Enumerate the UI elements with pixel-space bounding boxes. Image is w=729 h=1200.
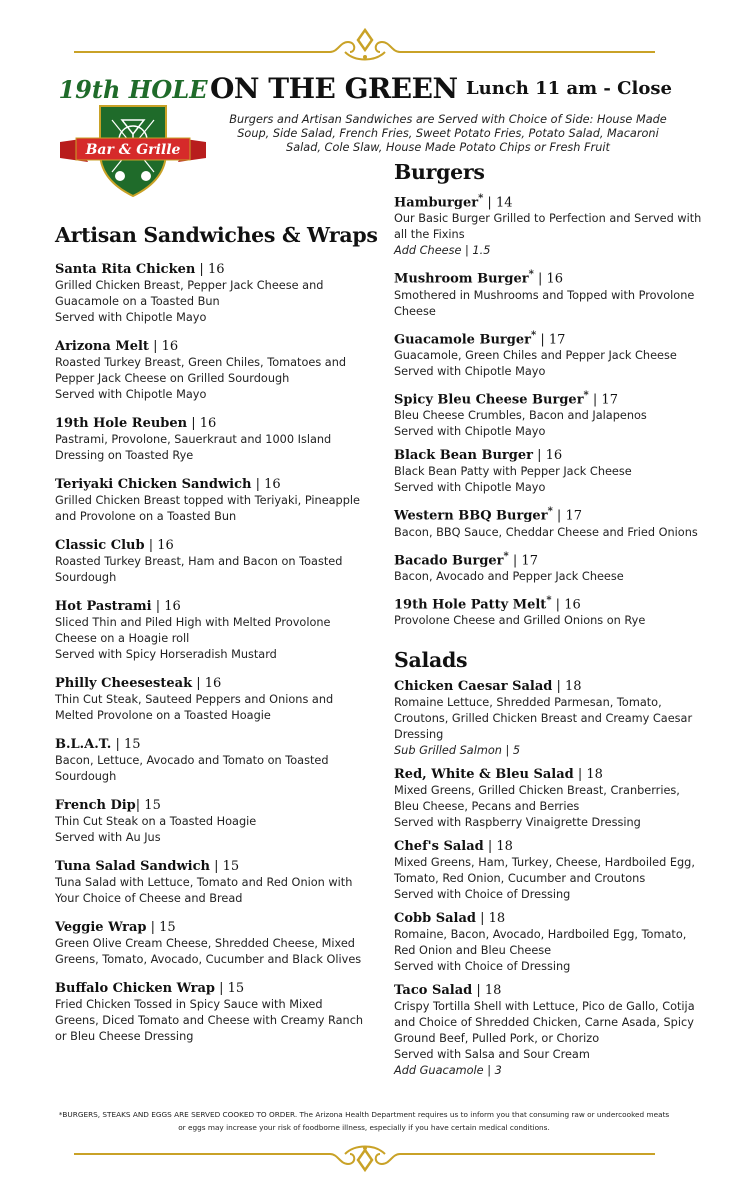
- item-served-with: Served with Chipotle Mayo: [394, 481, 546, 495]
- item-served-with: Served with Chipotle Mayo: [394, 425, 546, 439]
- item-served-with: Served with Choice of Dressing: [394, 888, 571, 902]
- item-price: | 16: [148, 339, 179, 354]
- item-description: Bacon, Avocado and Pepper Jack Cheese: [394, 569, 624, 583]
- menu-item: [394, 266, 704, 319]
- menu-item: [394, 327, 704, 380]
- item-served-with: Served with Chipotle Mayo: [55, 311, 207, 324]
- item-title: Classic Club: [55, 538, 145, 553]
- item-description: Sliced Thin and Piled High with Melted Provolone Cheese on a Hoagie roll: [55, 616, 331, 645]
- item-price: | 16: [151, 599, 181, 614]
- item-name: [394, 766, 704, 783]
- item-price: | 15: [111, 737, 141, 752]
- item-title: Buffalo Chicken Wrap: [55, 981, 215, 996]
- item-name: [394, 910, 704, 927]
- item-description: Mixed Greens, Ham, Turkey, Cheese, Hardboiled Egg, Tomato, Red Onion, Cucumber and Croutons: [394, 856, 695, 886]
- item-description: Romaine, Bacon, Avocado, Hardboiled Egg, Tomato, Red Onion and Bleu Cheese: [394, 928, 687, 958]
- item-name: [394, 548, 704, 569]
- item-title: Spicy Bleu Cheese Burger: [394, 392, 584, 408]
- menu-item: [394, 982, 704, 1079]
- item-title: Santa Rita Chicken: [55, 262, 196, 277]
- item-description: Romaine Lettuce, Shredded Parmesan, Tomato, Croutons, Grilled Chicken Breast and Creamy Caesar Dressing: [394, 696, 693, 742]
- item-name: [394, 387, 704, 408]
- item-served-with: Served with Salsa and Sour Cream: [394, 1048, 590, 1062]
- item-description: Bleu Cheese Crumbles, Bacon and Jalapenos: [394, 409, 647, 423]
- item-price: | 18: [472, 983, 502, 999]
- item-price: | 16: [551, 597, 581, 613]
- bottom-ornament-icon: [0, 1138, 729, 1178]
- item-description: Crispy Tortilla Shell with Lettuce, Pico de Gallo, Cotija and Choice of Shredded Chicken, Carne Asada, Spicy Ground Beef, Pulled Pork, or Chorizo: [394, 1000, 695, 1046]
- item-addon: Add Guacamole | 3: [394, 1064, 502, 1078]
- item-served-with: Served with Spicy Horseradish Mustard: [55, 648, 277, 661]
- item-title: Philly Cheesesteak: [55, 676, 193, 691]
- menu-item: [55, 675, 367, 724]
- item-price: | 17: [536, 331, 566, 347]
- item-title: B.L.A.T.: [55, 737, 112, 752]
- cooked-to-order-star: *: [478, 193, 484, 204]
- item-price: | 18: [476, 911, 506, 927]
- menu-item: [394, 503, 704, 540]
- item-served-with: Served with Au Jus: [55, 831, 161, 844]
- item-title: Black Bean Burger: [394, 448, 533, 464]
- hours-label: Lunch 11 am - Close: [466, 78, 672, 99]
- item-name: [55, 858, 367, 875]
- item-title: Red, White & Bleu Salad: [394, 767, 574, 783]
- cooked-to-order-star: *: [530, 329, 537, 341]
- item-title: Veggie Wrap: [55, 920, 147, 935]
- menu-item: [394, 838, 704, 903]
- item-description: Roasted Turkey Breast, Ham and Bacon on Toasted Sourdough: [55, 555, 343, 584]
- item-title: Arizona Melt: [55, 339, 149, 354]
- menu-item: [55, 476, 367, 525]
- item-name: [55, 598, 367, 615]
- item-title: 19th Hole Reuben: [55, 416, 188, 431]
- section-title-salads: Salads: [394, 648, 468, 673]
- item-price: | 15: [135, 798, 161, 813]
- sandwiches-section: [55, 223, 378, 1057]
- item-title: Cobb Salad: [394, 911, 476, 927]
- item-served-with: Served with Chipotle Mayo: [55, 388, 207, 401]
- item-name: [55, 736, 367, 753]
- menu-item: [55, 598, 367, 663]
- item-price: | 16: [251, 477, 281, 492]
- item-name: [55, 338, 367, 355]
- item-price: | 15: [214, 981, 245, 996]
- item-served-with: Served with Choice of Dressing: [394, 960, 571, 974]
- item-name: [55, 797, 367, 814]
- item-price: | 18: [573, 767, 603, 783]
- item-title: Chef's Salad: [394, 839, 484, 855]
- item-price: | 14: [483, 195, 513, 211]
- item-name: [394, 982, 704, 999]
- item-name: [55, 980, 367, 997]
- item-title: Taco Salad: [394, 983, 473, 999]
- item-description: Bacon, BBQ Sauce, Cheddar Cheese and Fried Onions: [394, 525, 698, 539]
- item-price: | 16: [187, 416, 217, 431]
- item-title: Hamburger: [394, 195, 479, 211]
- item-description: Thin Cut Steak on a Toasted Hoagie: [55, 815, 257, 828]
- menu-item: [55, 338, 367, 403]
- menu-item: [394, 910, 704, 975]
- cooked-to-order-star: *: [528, 269, 534, 281]
- cooked-to-order-star: *: [546, 594, 552, 606]
- item-title: Hot Pastrami: [55, 599, 152, 614]
- salad-list: [394, 678, 704, 1079]
- item-price: | 17: [508, 552, 538, 568]
- item-name: [394, 503, 704, 524]
- item-name: [55, 537, 367, 554]
- cooked-to-order-star: *: [503, 550, 509, 562]
- cooked-to-order-star: *: [547, 506, 553, 518]
- item-name: [394, 838, 704, 855]
- item-name: [55, 675, 367, 692]
- menu-item: [55, 797, 367, 846]
- menu-item: [394, 592, 704, 629]
- burgers-salads-column: [394, 160, 704, 1086]
- item-description: Roasted Turkey Breast, Green Chiles, Tomatoes and Pepper Jack Cheese on Grilled Sourdough: [55, 356, 347, 385]
- menu-item: [55, 537, 367, 586]
- item-description: Tuna Salad with Lettuce, Tomato and Red Onion with Your Choice of Cheese and Bread: [55, 876, 353, 905]
- item-title: Western BBQ Burger: [394, 508, 548, 524]
- top-ornament-icon: [0, 22, 729, 62]
- menu-item: [55, 415, 367, 464]
- menu-item: [394, 190, 704, 259]
- item-name: [55, 415, 367, 432]
- item-name: [394, 592, 704, 613]
- item-price: | 16: [533, 271, 564, 287]
- restaurant-logo: [58, 72, 208, 198]
- item-price: | 17: [552, 508, 582, 524]
- menu-item: [394, 447, 704, 496]
- item-title: Chicken Caesar Salad: [394, 679, 553, 695]
- item-price: | 18: [552, 679, 582, 695]
- item-title: French Dip: [55, 798, 136, 813]
- item-description: Our Basic Burger Grilled to Perfection and Served with all the Fixins: [394, 212, 702, 242]
- item-description: Pastrami, Provolone, Sauerkraut and 1000 Island Dressing on Toasted Rye: [55, 433, 332, 462]
- menu-item: [55, 261, 367, 326]
- item-name: [55, 919, 367, 936]
- item-served-with: Served with Raspberry Vinaigrette Dressing: [394, 816, 641, 830]
- menu-item: [55, 980, 367, 1045]
- item-description: Grilled Chicken Breast topped with Teriyaki, Pineapple and Provolone on a Toasted Bun: [55, 494, 360, 523]
- item-price: | 15: [146, 920, 176, 935]
- item-addon: Sub Grilled Salmon | 5: [394, 744, 521, 758]
- burger-list: [394, 190, 704, 629]
- item-description: Smothered in Mushrooms and Topped with Provolone Cheese: [394, 288, 695, 318]
- item-description: Thin Cut Steak, Sauteed Peppers and Onions and Melted Provolone on a Toasted Hoagie: [55, 693, 334, 722]
- item-name: [394, 266, 704, 287]
- item-title: Bacado Burger: [394, 552, 504, 568]
- item-name: [55, 476, 367, 493]
- item-title: Teriyaki Chicken Sandwich: [55, 477, 252, 492]
- item-title: Mushroom Burger: [394, 271, 529, 287]
- item-title: 19th Hole Patty Melt: [394, 597, 547, 613]
- svg-text:Bar & Grille: Bar & Grille: [85, 142, 181, 158]
- section-title-burgers: Burgers: [394, 160, 485, 184]
- item-description: Black Bean Patty with Pepper Jack Cheese: [394, 465, 632, 479]
- item-price: | 15: [209, 859, 240, 874]
- item-description: Grilled Chicken Breast, Pepper Jack Cheese and Guacamole on a Toasted Bun: [55, 279, 324, 308]
- item-description: Fried Chicken Tossed in Spicy Sauce with Mixed Greens, Diced Tomato and Cheese with Creamy Ranch or Bleu Cheese Dressing: [55, 998, 364, 1043]
- item-description: Bacon, Lettuce, Avocado and Tomato on Toasted Sourdough: [55, 754, 329, 783]
- item-name: [394, 447, 704, 464]
- item-price: | 16: [144, 538, 174, 553]
- svg-text:19th HOLE: 19th HOLE: [58, 75, 208, 104]
- cooked-to-order-star: *: [583, 389, 589, 401]
- item-addon: Add Cheese | 1.5: [394, 244, 491, 258]
- item-price: | 16: [532, 448, 563, 464]
- section-title-sandwiches: Artisan Sandwiches & Wraps: [55, 223, 378, 247]
- menu-item: [394, 548, 704, 585]
- menu-item: [55, 736, 367, 785]
- item-price: | 16: [195, 262, 225, 277]
- item-name: [394, 678, 704, 695]
- item-served-with: Served with Chipotle Mayo: [394, 364, 546, 378]
- item-description: Green Olive Cream Cheese, Shredded Cheese, Mixed Greens, Tomato, Avocado, Cucumber and Black Olives: [55, 937, 362, 966]
- page-title: ON THE GREEN: [210, 72, 458, 105]
- health-disclaimer: *BURGERS, STEAKS AND EGGS ARE SERVED COOKED TO ORDER. The Arizona Health Department requires us to inform you that consuming raw or undercooked meats or eggs may increase your risk of foodborne illness, especially if you have certain medical conditions.: [58, 1110, 670, 1132]
- sandwich-list: [55, 261, 367, 1045]
- item-description: Mixed Greens, Grilled Chicken Breast, Cranberries, Bleu Cheese, Pecans and Berries: [394, 784, 680, 814]
- menu-item: [394, 766, 704, 831]
- item-name: [394, 190, 704, 211]
- item-title: Tuna Salad Sandwich: [55, 859, 210, 874]
- menu-item: [394, 678, 704, 759]
- item-name: [55, 261, 367, 278]
- item-price: | 17: [588, 392, 618, 408]
- item-description: Guacamole, Green Chiles and Pepper Jack Cheese: [394, 348, 677, 362]
- menu-item: [55, 919, 367, 968]
- item-description: Provolone Cheese and Grilled Onions on Rye: [394, 614, 646, 628]
- item-title: Guacamole Burger: [394, 331, 531, 347]
- menu-item: [55, 858, 367, 907]
- item-price: | 16: [192, 676, 222, 691]
- intro-note: Burgers and Artisan Sandwiches are Served with Choice of Side: House Made Soup, Side Salad, French Fries, Sweet Potato Fries, Potato Salad, Macaroni Salad, Cole Slaw, House Made Potato Chips or Fresh Fruit: [229, 113, 667, 154]
- item-price: | 18: [483, 839, 513, 855]
- item-name: [394, 327, 704, 348]
- menu-item: [394, 387, 704, 440]
